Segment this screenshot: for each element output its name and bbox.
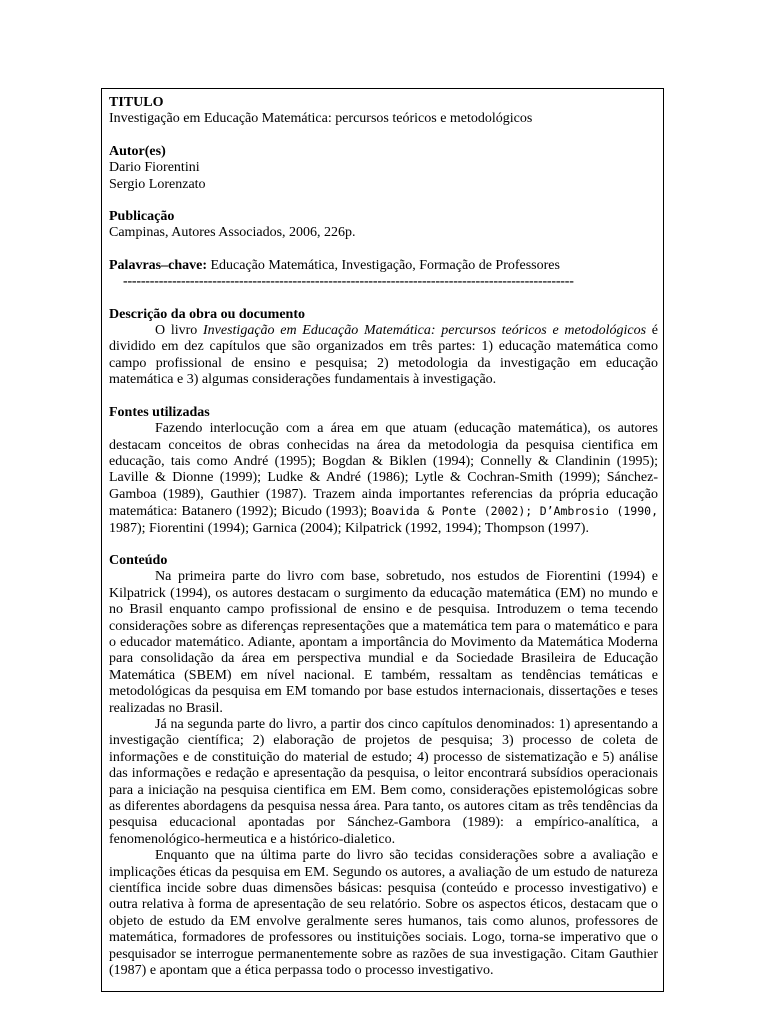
author-name: Sergio Lorenzato [109, 176, 206, 192]
sources-section [109, 405, 658, 537]
sources-text-mono: Boavida & Ponte (2002); D’Ambrosio (1990, [371, 504, 658, 519]
publication-heading: Publicação [109, 209, 175, 225]
sources-heading: Fontes utilizadas [109, 404, 210, 420]
title-value: Investigação em Educação Matemática: percursos teóricos e metodológicos [109, 111, 533, 127]
keywords-value: Educação Matemática, Investigação, Formação de Professores [206, 257, 560, 273]
description-text-start: O livro [155, 323, 203, 339]
sources-paragraph [109, 421, 658, 537]
author-name: Dario Fiorentini [109, 160, 200, 176]
authors-section [109, 144, 658, 193]
content-heading: Conteúdo [109, 552, 168, 568]
separator-line: ----------------------------------------------------------------------------------------------------- [123, 274, 574, 290]
description-text-end: é dividido em dez capítulos que são organizados em três partes: 1) educação matemática como campo profissional de ensino e pesquisa; 2) metodologia da investigação em educação matemática e 3) algumas considerações fundamentais à investigação. [109, 323, 658, 388]
keywords-label: Palavras–chave: [109, 257, 207, 273]
description-heading: Descrição da obra ou documento [109, 306, 305, 322]
publication-section [109, 209, 658, 242]
content-section [109, 553, 658, 980]
title-heading: TITULO [109, 95, 164, 110]
content-paragraph-3: Enquanto que na última parte do livro são tecidas considerações sobre a avaliação e implicações éticas da pesquisa em EM. Segundo os autores, a avaliação de um estudo de natureza científica incide sobre duas dimensões básicas: pesquisa (conteúdo e processo investigativo) e outra relativa à forma de apresentação de seu relatório. Sobre os aspectos éticos, destacam que o objeto de estudo da EM envolve geralmente seres humanos, tais como alunos, professores de matemática, formadores de professores ou instituições sociais. Logo, torna-se imperativo que o pesquisador se interrogue permanentemente sobre as razões de sua investigação. Citam Gauthier (1987) e apontam que a ética perpassa todo o processo investigativo. [109, 848, 658, 979]
document-frame [101, 88, 664, 992]
sources-text-start: Fazendo interlocução com a área em que atuam (educação matemática), os autores destacam conceitos de obras conhecidas na área da metodologia da pesquisa cientifica em educação, tais como André (1995); Bogdan & Biklen (1994); Connelly & Clandinin (1995); Laville & Dionne (1999); Ludke & André (1986); Lytle & Cochran-Smith (1999); Sánchez-Gamboa (1989), Gauthier (1987). Trazem ainda importantes referencias da própria educação matemática: Batanero (1992); Bicudo (1993); [109, 421, 658, 520]
title-section [109, 95, 658, 128]
content-paragraph-2: Já na segunda parte do livro, a partir dos cinco capítulos denominados: 1) apresentando a investigação científica; 2) elaboração de projetos de pesquisa; 3) processo de coleta de informações e de constituição do material de estudo; 4) processo de sistematização e 5) análise das informações e redação e apresentação da pesquisa, o leitor encontrará subsídios operacionais para a iniciação na pesquisa cientifica em EM. Bem como, considerações epistemológicas sobre as diferentes abordagens da pesquisa nessa área. Para tanto, os autores citam as três tendências da pesquisa educacional apontadas por Sánchez-Gambora (1989): a empírico-analítica, a fenomenológico-hermeutica e a histórico-dialetico. [109, 717, 658, 847]
publication-value: Campinas, Autores Associados, 2006, 226p. [109, 225, 356, 241]
sources-text-end: 1987); Fiorentini (1994); Garnica (2004); Kilpatrick (1992, 1994); Thompson (1997). [109, 520, 589, 536]
authors-heading: Autor(es) [109, 143, 166, 159]
description-section [109, 307, 658, 389]
book-title-italic: Investigação em Educação Matemática: percursos teóricos e metodológicos [203, 323, 647, 339]
description-paragraph [109, 323, 658, 389]
content-paragraph-1: Na primeira parte do livro com base, sobretudo, nos estudos de Fiorentini (1994) e Kilpatrick (1994), os autores destacam o surgimento da educação matemática (EM) no mundo e no Brasil enquanto campo profissional de ensino e de pesquisa. Introduzem o tema tecendo considerações sobre as diferenças representações que a matemática tem para o matemático e para o educador matemático. Adiante, apontam a importância do Movimento da Matemática Moderna para consolidação da área em perspectiva mundial e da Sociedade Brasileira de Educação Matemática (SBEM) em nível nacional. E também, ressaltam as tendências temáticas e metodológicas da pesquisa em EM tomando por base estudos internacionais, dissertações e teses realizadas no Brasil. [109, 569, 658, 716]
keywords-section [109, 258, 658, 274]
